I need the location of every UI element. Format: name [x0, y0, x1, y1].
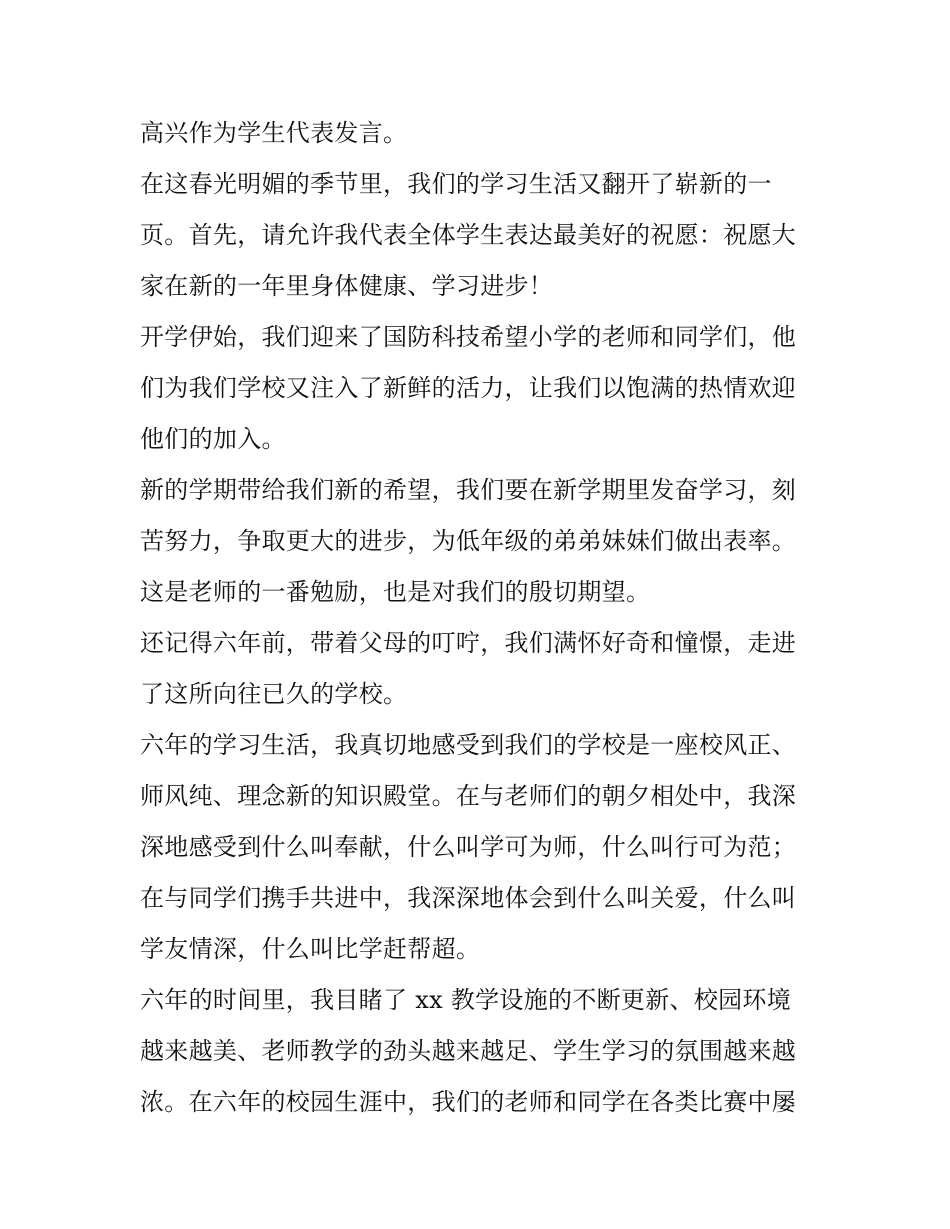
paragraph-4	[140, 465, 820, 618]
text-line: 深地感受到什么叫奉献，什么叫学可为师，什么叫行可为范；	[140, 833, 797, 861]
text-line: 新的学期带给我们新的希望，我们要在新学期里发奋学习，刻	[140, 476, 797, 504]
paragraph-3	[140, 312, 820, 465]
text-line: 家在新的一年里身体健康、学习进步！	[140, 272, 554, 300]
paragraph-2	[140, 159, 820, 312]
text-line: 开学伊始，我们迎来了国防科技希望小学的老师和同学们，他	[140, 323, 797, 351]
text-line: 在与同学们携手共进中，我深深地体会到什么叫关爱，什么叫	[140, 884, 797, 912]
text-line: 页。首先，请允许我代表全体学生表达最美好的祝愿：祝愿大	[140, 221, 797, 249]
text-line: 在这春光明媚的季节里，我们的学习生活又翻开了崭新的一	[140, 170, 772, 198]
paragraph-6	[140, 720, 820, 975]
text-line: 浓。在六年的校园生涯中，我们的老师和同学在各类比赛中屡	[140, 1088, 797, 1116]
paragraph-5	[140, 618, 820, 720]
text-line: 学友情深，什么叫比学赶帮超。	[140, 935, 481, 963]
text-line: 苦努力，争取更大的进步，为低年级的弟弟妹妹们做出表率。	[140, 527, 797, 555]
text-line: 了这所向往已久的学校。	[140, 680, 408, 708]
text-line: 师风纯、理念新的知识殿堂。在与老师们的朝夕相处中，我深	[140, 782, 797, 810]
text-line: 他们的加入。	[140, 425, 286, 453]
text-line: 高兴作为学生代表发言。	[140, 119, 408, 147]
paragraph-7	[140, 975, 820, 1128]
paragraph-1	[140, 108, 820, 159]
text-line: 六年的学习生活，我真切地感受到我们的学校是一座校风正、	[140, 731, 797, 759]
text-line: 越来越美、老师教学的劲头越来越足、学生学习的氛围越来越	[140, 1037, 797, 1065]
text-line: 们为我们学校又注入了新鲜的活力，让我们以饱满的热情欢迎	[140, 374, 797, 402]
text-line: 这是老师的一番勉励，也是对我们的殷切期望。	[140, 578, 651, 606]
text-line: 六年的时间里，我目睹了 xx 教学设施的不断更新、校园环境	[140, 986, 792, 1014]
text-line: 还记得六年前，带着父母的叮咛，我们满怀好奇和憧憬，走进	[140, 629, 797, 657]
